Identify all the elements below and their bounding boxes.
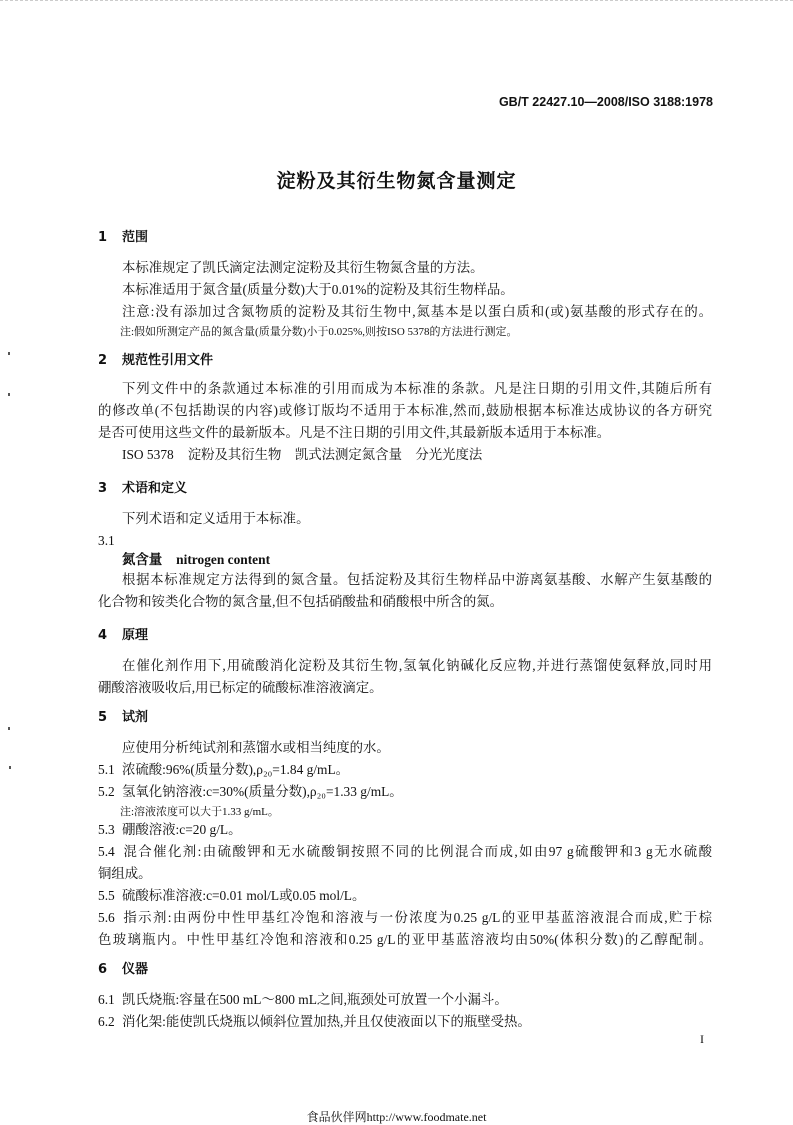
section-2-heading: 2 规范性引用文件 — [98, 353, 214, 368]
section-6-heading: 6 仪器 — [98, 962, 149, 977]
paragraph-line: 在催化剂作用下,用硫酸消化淀粉及其衍生物,氢氧化钠碱化反应物,并进行蒸馏使氨释放,同时用 — [122, 658, 712, 673]
standard-code: GB/T 22427.10—2008/ISO 3188:1978 — [498, 95, 713, 109]
reagent-5-4: 5.4 混合催化剂:由硫酸钾和无水硫酸铜按照不同的比例混合而成,如由97 g硫酸钾和3 g无水硫酸 — [98, 844, 712, 859]
reagent-5-6-cont: 色玻璃瓶内。中性甲基红冷饱和溶液和0.25 g/L的亚甲基蓝溶液均由50%(体积分数)的乙醇配制。 — [98, 932, 712, 947]
reagent-5-1: 5.1 浓硫酸:96%(质量分数),ρ₂₀=1.84 g/mL。 — [98, 762, 350, 777]
scan-top-edge — [0, 0, 793, 4]
reagent-5-5: 5.5 硫酸标准溶液:c=0.01 mol/L或0.05 mol/L。 — [98, 888, 366, 903]
reagent-5-4-cont: 铜组成。 — [98, 866, 152, 881]
document-title: 淀粉及其衍生物氮含量测定 — [276, 170, 517, 192]
page-number: I — [700, 1032, 704, 1046]
scan-mark — [8, 393, 10, 396]
scan-mark — [9, 766, 11, 769]
note: 注:溶液浓度可以大于1.33 g/mL。 — [120, 806, 279, 818]
paragraph: 本标准适用于氮含量(质量分数)大于0.01%的淀粉及其衍生物样品。 — [122, 282, 514, 297]
paragraph-line: 是否可使用这些文件的最新版本。凡是不注日期的引用文件,其最新版本适用于本标准。 — [98, 425, 611, 440]
scan-mark — [8, 727, 10, 730]
term: 氮含量 nitrogen content — [122, 552, 271, 567]
paragraph: 注意:没有添加过含氮物质的淀粉及其衍生物中,氮基本是以蛋白质和(或)氨基酸的形式存在的。 — [122, 304, 712, 319]
section-5-heading: 5 试剂 — [98, 710, 149, 725]
footer-watermark: 食品伙伴网http://www.foodmate.net — [306, 1110, 487, 1124]
paragraph: 下列术语和定义适用于本标准。 — [122, 511, 310, 526]
section-4-heading: 4 原理 — [98, 628, 149, 643]
reagent-5-6: 5.6 指示剂:由两份中性甲基红冷饱和溶液与一份浓度为0.25 g/L的亚甲基蓝溶液混合而成,贮于棕 — [98, 910, 712, 925]
definition-line: 化合物和铵类化合物的氮含量,但不包括硝酸盐和硝酸根中所含的氮。 — [98, 594, 504, 609]
reagent-5-2: 5.2 氢氧化钠溶液:c=30%(质量分数),ρ₂₀=1.33 g/mL。 — [98, 784, 403, 799]
paragraph: 应使用分析纯试剂和蒸馏水或相当纯度的水。 — [122, 740, 390, 755]
paragraph-line: 下列文件中的条款通过本标准的引用而成为本标准的条款。凡是注日期的引用文件,其随后所有 — [122, 381, 712, 396]
note: 注:假如所测定产品的氮含量(质量分数)小于0.025%,则按ISO 5378的方法进行测定。 — [120, 326, 518, 338]
paragraph-line: 硼酸溶液吸收后,用已标定的硫酸标准溶液滴定。 — [98, 680, 383, 695]
normative-reference: ISO 5378 淀粉及其衍生物 凯式法测定氮含量 分光光度法 — [122, 447, 483, 462]
paragraph-line: 的修改单(不包括勘误的内容)或修订版均不适用于本标准,然而,鼓励根据本标准达成协议的各方研究 — [98, 403, 712, 418]
section-3-heading: 3 术语和定义 — [98, 481, 188, 496]
subclause-number: 3.1 — [98, 533, 115, 548]
section-1-heading: 1 范围 — [98, 230, 149, 245]
apparatus-6-2: 6.2 消化架:能使凯氏烧瓶以倾斜位置加热,并且仅使液面以下的瓶壁受热。 — [98, 1014, 531, 1029]
paragraph: 本标准规定了凯氏滴定法测定淀粉及其衍生物氮含量的方法。 — [122, 260, 484, 275]
scan-mark — [8, 352, 10, 355]
reagent-5-3: 5.3 硼酸溶液:c=20 g/L。 — [98, 822, 242, 837]
definition-line: 根据本标准规定方法得到的氮含量。包括淀粉及其衍生物样品中游离氨基酸、水解产生氨基酸的 — [122, 572, 712, 587]
apparatus-6-1: 6.1 凯氏烧瓶:容量在500 mL～800 mL之间,瓶颈处可放置一个小漏斗。 — [98, 992, 508, 1007]
